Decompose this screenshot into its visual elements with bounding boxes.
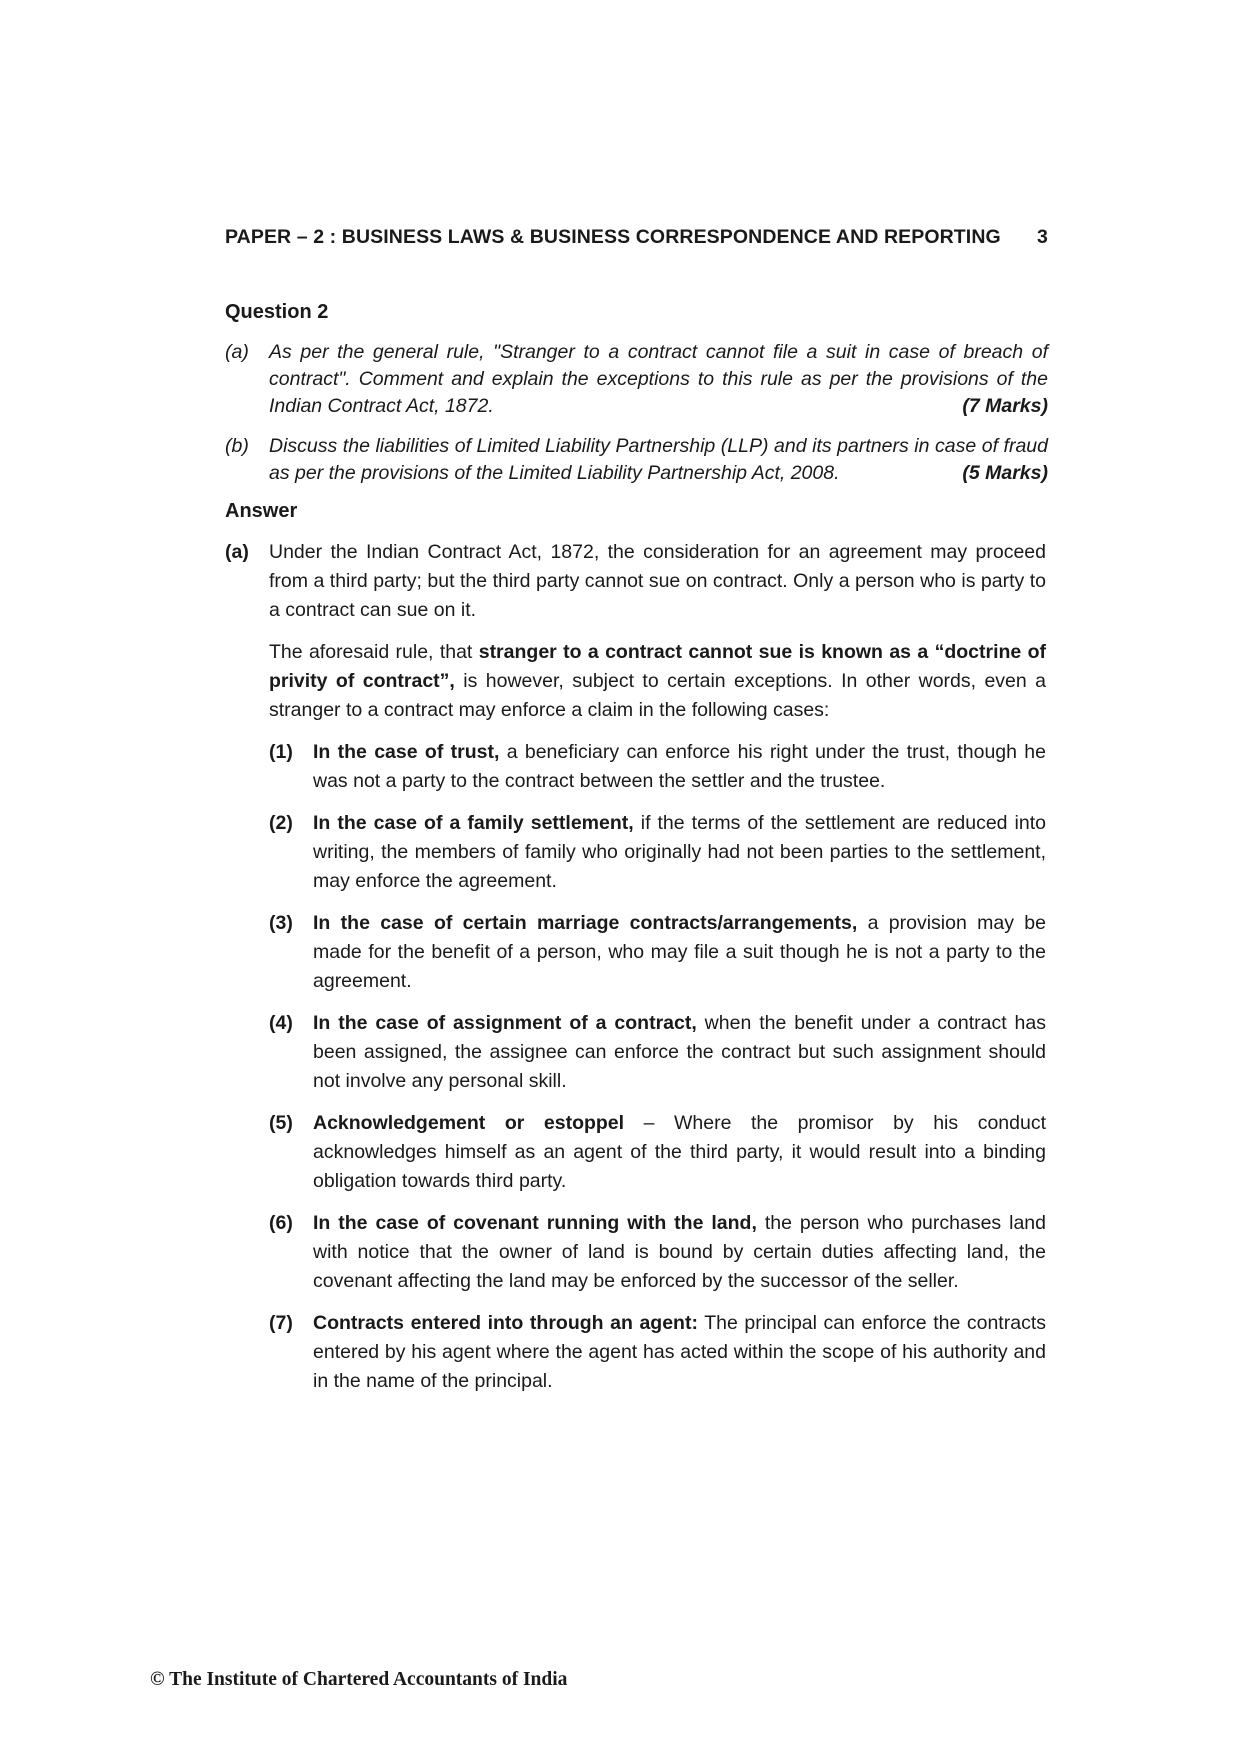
question-text-b [269, 433, 1048, 487]
exception-title: Contracts entered into through an agent: [313, 1312, 698, 1334]
exception-title: In the case of a family settlement, [313, 812, 634, 834]
para2-post: is however, subject to certain exceptions. In other words, even a stranger to a contract may enforce a claim in the following cases: [269, 670, 1046, 721]
answer-paragraph-1: Under the Indian Contract Act, 1872, the consideration for an agreement may proceed from a third party; but the third party cannot sue on contract. Only a person who is party to a contract can sue on it. [269, 541, 1046, 621]
question-marker-b: (b) [225, 435, 249, 457]
answer-paragraph-2 [269, 638, 1046, 725]
question-b-body: Discuss the liabilities of Limited Liability Partnership (LLP) and its partners in case of fraud as per the provisions of the Limited Liability Partnership Act, 2008. [269, 435, 1048, 484]
exception-body: The principal can enforce the contracts entered by his agent where the agent has acted within the scope of his authority and in the name of the principal. [313, 1312, 1046, 1392]
exception-text [313, 1109, 1046, 1196]
exception-number: (4) [269, 1012, 293, 1034]
exception-number: (5) [269, 1112, 293, 1134]
para2-pre: The aforesaid rule, that [269, 641, 479, 663]
question-a-marks: (7 Marks) [962, 395, 1048, 417]
exception-title: In the case of assignment of a contract, [313, 1012, 697, 1034]
exception-body: a provision may be made for the benefit of a person, who may file a suit though he is not a party to the agreement. [313, 912, 1046, 992]
exception-number: (2) [269, 812, 293, 834]
exception-title: In the case of trust, [313, 741, 500, 763]
copyright-footer: © The Institute of Chartered Accountants of India [150, 1669, 568, 1690]
exception-title: In the case of covenant running with the land, [313, 1212, 757, 1234]
paper-title: PAPER – 2 : BUSINESS LAWS & BUSINESS CORRESPONDENCE AND REPORTING [225, 226, 1001, 248]
question-item-a [225, 339, 1048, 420]
question-heading: Question 2 [225, 301, 329, 323]
question-a-body: As per the general rule, "Stranger to a contract cannot file a suit in case of breach of contract". Comment and explain the exceptions to this rule as per the provisions of the Indian Contract Act, 1872. [269, 341, 1048, 417]
exception-item [269, 1309, 1046, 1396]
exception-text [313, 809, 1046, 896]
exception-text [313, 1209, 1046, 1296]
exception-body: the person who purchases land with notice that the owner of land is bound by certain duties affecting land, the covenant affecting the land may be enforced by the successor of the seller. [313, 1212, 1046, 1292]
exception-body: a beneficiary can enforce his right under the trust, though he was not a party to the contract between the settler and the trustee. [313, 741, 1046, 792]
answer-heading: Answer [225, 500, 298, 522]
question-item-b [225, 433, 1048, 487]
answer-content [269, 538, 1046, 1409]
exception-item [269, 1209, 1046, 1296]
answer-body [225, 538, 1046, 1409]
exception-title: Acknowledgement or estoppel [313, 1112, 625, 1134]
exception-text [313, 909, 1046, 996]
exception-item [269, 809, 1046, 896]
exception-number: (6) [269, 1212, 293, 1234]
exception-text [313, 1309, 1046, 1396]
exception-body: when the benefit under a contract has been assigned, the assignee can enforce the contract but such assignment should not involve any personal skill. [313, 1012, 1046, 1092]
exception-item [269, 1009, 1046, 1096]
question-marker-a: (a) [225, 341, 249, 363]
exception-item [269, 909, 1046, 996]
page-number: 3 [1037, 226, 1048, 248]
exception-body: if the terms of the settlement are reduced into writing, the members of family who originally had not been parties to the settlement, may enforce the agreement. [313, 812, 1046, 892]
answer-item-a [225, 538, 1046, 1409]
question-text-a [269, 339, 1048, 420]
exception-item [269, 1109, 1046, 1196]
exception-body: – Where the promisor by his conduct acknowledges himself as an agent of the third party, it would result into a binding obligation towards third party. [313, 1112, 1046, 1192]
exception-text [313, 1009, 1046, 1096]
question-b-marks: (5 Marks) [962, 462, 1048, 484]
exception-number: (3) [269, 912, 293, 934]
exception-number: (7) [269, 1312, 293, 1334]
exception-text [313, 738, 1046, 796]
exception-title: In the case of certain marriage contracts/arrangements, [313, 912, 858, 934]
para2-bold: stranger to a contract cannot sue is known as a “doctrine of privity of contract”, [269, 641, 1047, 692]
exception-number: (1) [269, 741, 293, 763]
answer-marker-a: (a) [225, 541, 249, 563]
exception-item [269, 738, 1046, 796]
page-header [225, 226, 1048, 249]
